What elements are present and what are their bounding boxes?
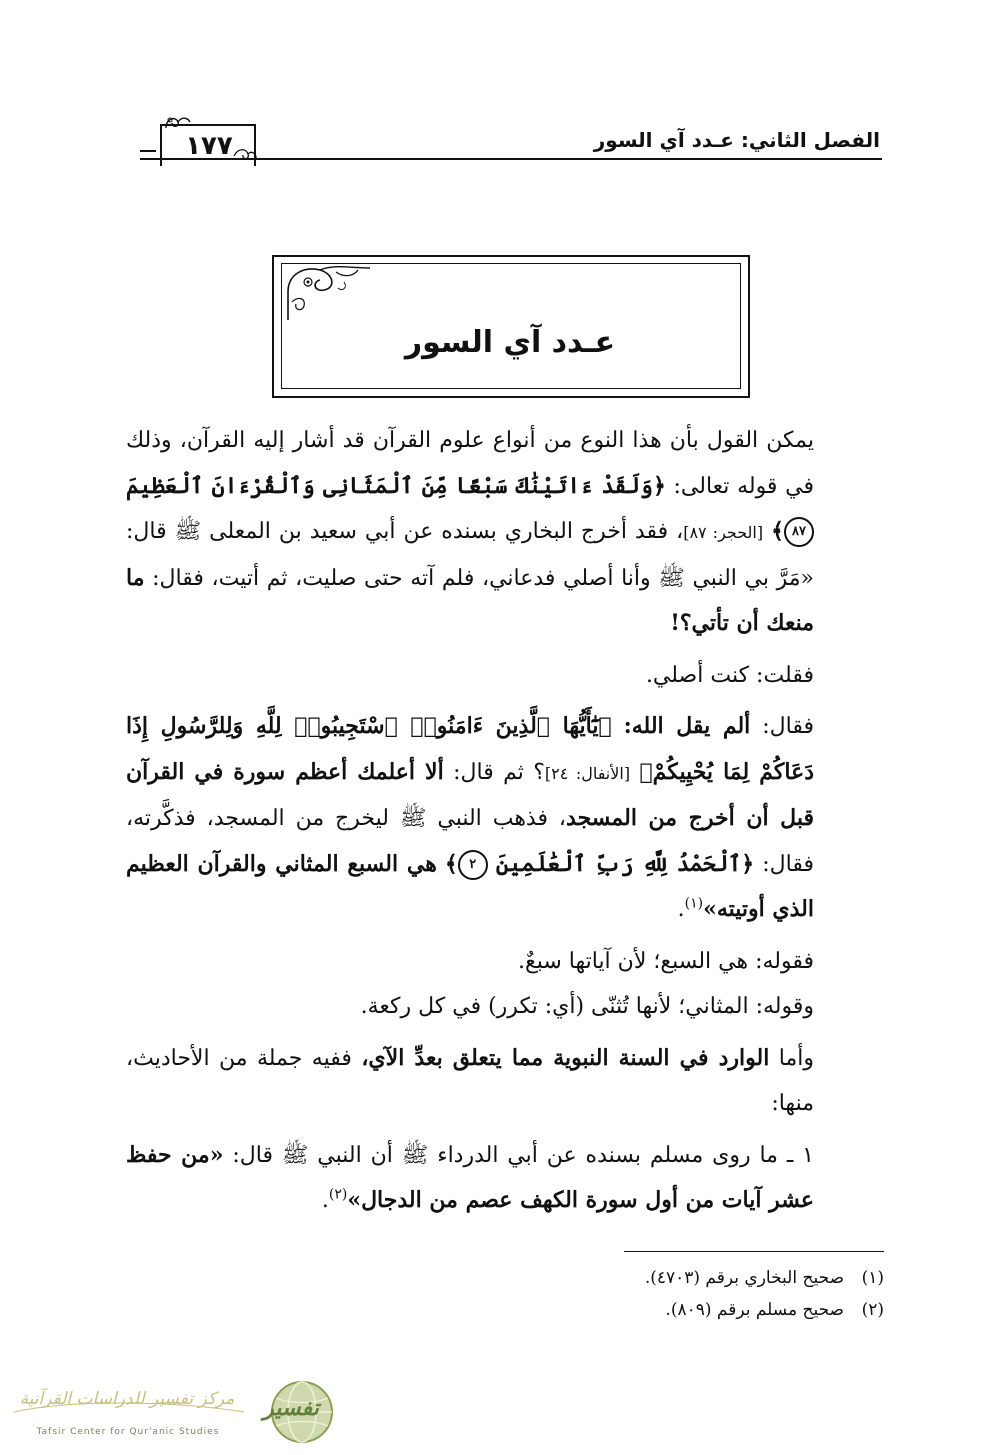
text-run: ففيه جملة من الأحاديث، منها: (126, 1045, 814, 1116)
bold-phrase: الوارد في السنة النبوية مما يتعلق بعدِّ الآي، (361, 1044, 770, 1071)
paragraph-3 (126, 704, 884, 933)
paragraph-4: فقوله: هي السبع؛ لأن آياتها سبعٌ. (518, 948, 814, 974)
footnote-text: صحيح البخاري برقم (٤٧٠٣). (644, 1268, 844, 1288)
text-run: فقال: (762, 714, 815, 739)
header-flourish-icon (162, 112, 192, 132)
footnote-2 (400, 1294, 884, 1326)
footnote-marker[interactable]: (٢) (328, 1186, 348, 1203)
text-run: ؟ ثم قال: (453, 759, 545, 785)
bold-quote: ألم يقل الله: (623, 713, 751, 739)
running-title: الفصل الثاني: عـدد آي السور (593, 128, 880, 152)
text-run: يمكن القول بأن هذا النوع من أنواع علوم القرآن قد أشار إليه القرآن، وذلك في قوله تعالى: (126, 428, 814, 499)
chapter-title: عـدد آي السور (404, 325, 616, 360)
quran-verse: ﴿ٱلْحَمْدُ لِلَّهِ رَبِّ ٱلْعَٰلَمِينَ (495, 850, 755, 877)
bold-quote: ما منعك أن تأتي؟! (126, 564, 814, 636)
footnote-marker[interactable]: (١) (684, 895, 704, 912)
quran-verse: ﴿وَلَقَدْ ءَاتَيْنَٰكَ سَبْعًا مِّنَ ٱلْمَثَانِى وَٱلْقُرْءَانَ ٱلْعَظِيمَ (126, 472, 666, 499)
paragraph-2: فقلت: كنت أصلي. (645, 662, 814, 688)
text-run: . (677, 897, 685, 922)
paragraph-7 (126, 1133, 884, 1224)
paragraph-1 (126, 418, 884, 647)
paragraph-5: وقوله: المثاني؛ لأنها تُثنّى (أي: تكرر) في كل ركعة. (360, 994, 814, 1019)
logo-name-text: تفسير (263, 1396, 319, 1421)
bold-quote: هي السبع المثاني والقرآن العظيم الذي أوتيته» (126, 850, 814, 922)
ayah-number-icon: ٢ (458, 850, 488, 880)
page-number: ١٧٧ (185, 131, 233, 161)
footnote-rule (624, 1251, 884, 1252)
title-corner-ornament-icon (284, 262, 374, 324)
verse-reference: [الحجر: ٨٧] (683, 523, 764, 542)
quran-bracket: ﴾ (771, 518, 784, 544)
footnote-number: (١) (861, 1268, 884, 1288)
quran-bracket: ﴾ (444, 850, 458, 877)
footnote-text: صحيح مسلم برقم (٨٠٩). (665, 1300, 844, 1320)
verse-reference: [الأنفال: ٢٤] (544, 763, 631, 783)
text-run: . (321, 1188, 329, 1213)
bold-quote: ألا أعلمك أعظم سورة في القرآن قبل أن أخرج من المسجد (126, 758, 815, 831)
paragraph-6 (126, 1036, 884, 1127)
logo-arabic-text: مركز تفسير للدراسات القرآنية (19, 1389, 235, 1409)
header-rule-tick (140, 150, 156, 152)
body-text (126, 418, 884, 1224)
text-run: وأما (778, 1045, 814, 1071)
footnote-number: (٢) (861, 1300, 884, 1320)
logo-english-text: Tafsir Center for Qur'anic Studies (36, 1427, 220, 1437)
footnotes (400, 1262, 884, 1326)
quran-verse: ﴿يَٰٓأَيُّهَا ٱلَّذِينَ ءَامَنُوا۟ ٱسْتَجِيبُوا۟ لِلَّهِ وَلِلرَّسُولِ إِذَا دَعَاكُمْ لِمَا يُحْيِيكُمْ﴾ (126, 713, 814, 785)
ayah-number-icon: ٨٧ (784, 517, 814, 547)
footnote-1 (400, 1262, 884, 1294)
text-run: ، فذهب النبي ﷺ ليخرج من المسجد، فذكَّرته، فقال: (126, 806, 814, 877)
text-run: ١ ـ ما روى مسلم بسنده عن أبي الدرداء ﷺ أن النبي ﷺ قال: (232, 1142, 814, 1168)
bold-quote: «من حفظ عشر آيات من أول سورة الكهف عصم من الدجال» (126, 1141, 814, 1213)
text-run: ، فقد أخرج البخاري بسنده عن أبي سعيد بن المعلى ﷺ قال: «مَرَّ بي النبي ﷺ وأنا أصلي فدعاني، فلم آته حتى صليت، ثم أتيت، فقال: (126, 519, 814, 591)
